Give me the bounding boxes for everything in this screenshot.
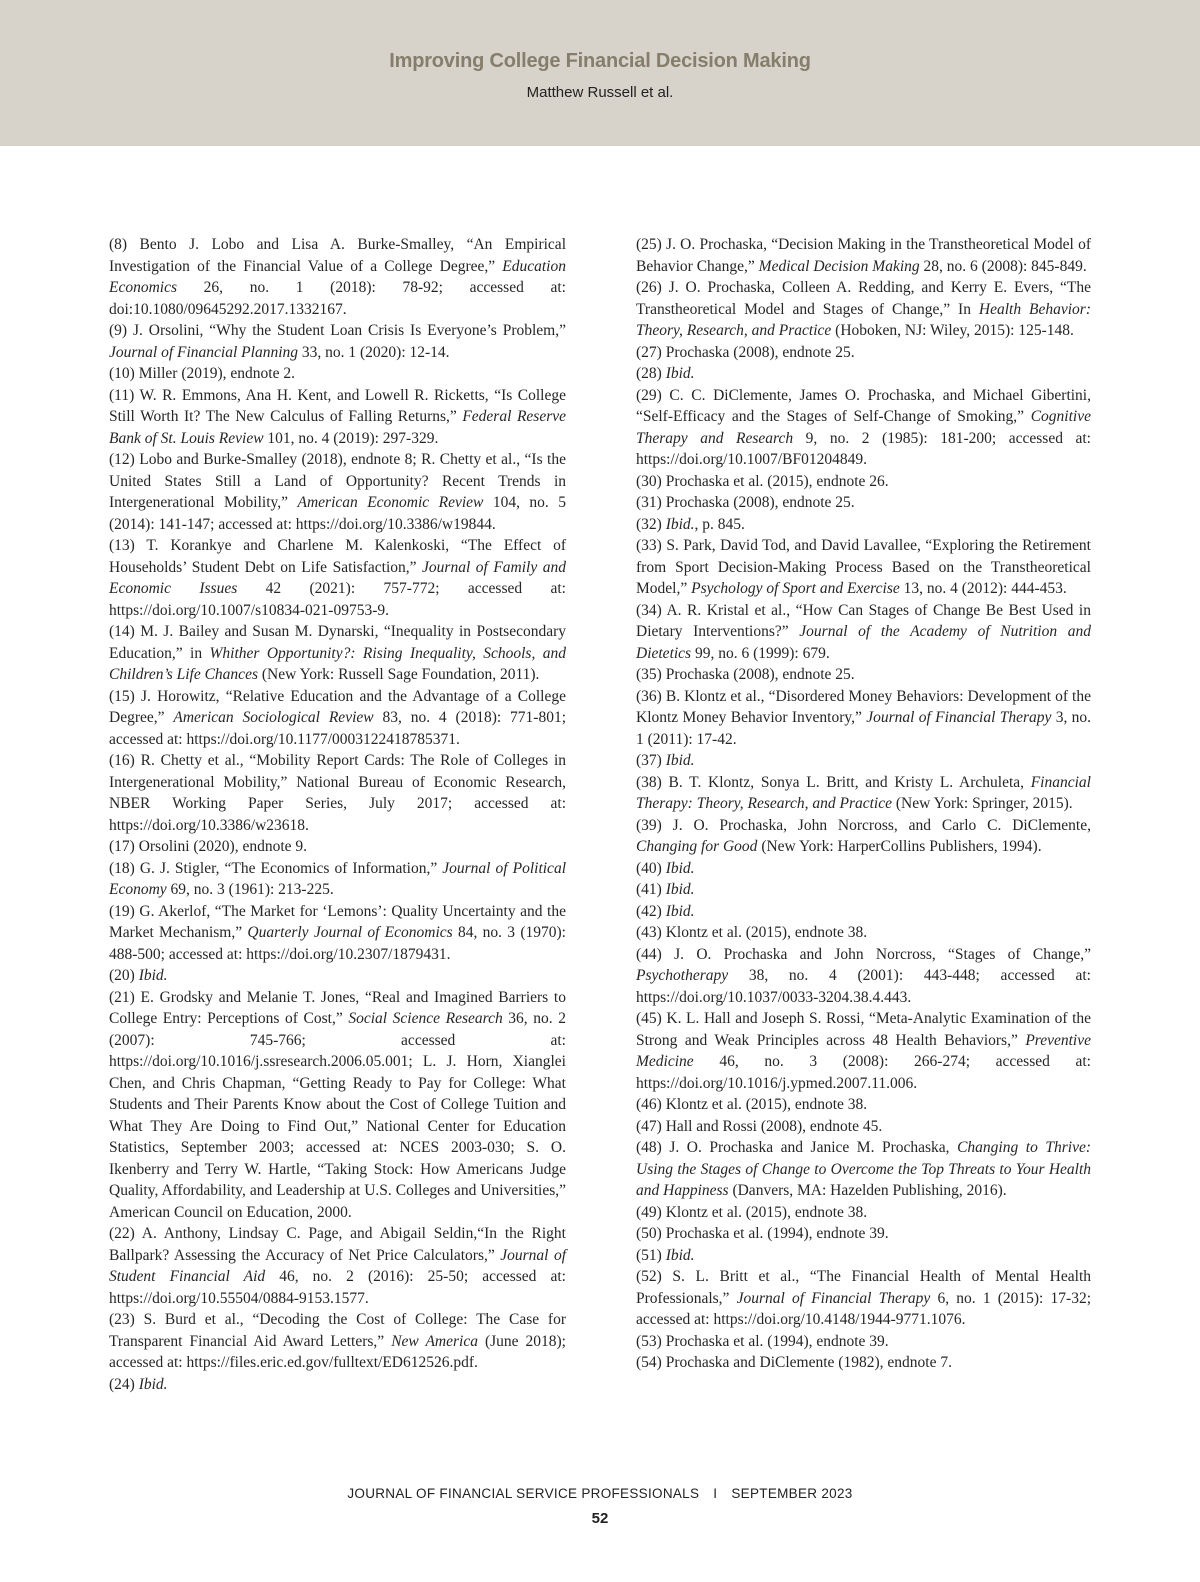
reference-number: (15) xyxy=(109,687,135,705)
reference-italic-text: Psychology of Sport and Exercise xyxy=(691,580,900,597)
reference-italic-text: Journal of Political Economy xyxy=(109,859,566,898)
article-title: Improving College Financial Decision Making xyxy=(389,50,811,72)
reference-text: W. R. Emmons, Ana H. Kent, and Lowell R. Ricketts, “Is College Still Worth It? The New Calculus of Falling Returns,” xyxy=(109,386,566,425)
reference-text: A. R. Kristal et al., “How Can Stages of Change Be Best Used in Dietary Interventions?” xyxy=(636,601,1091,640)
reference-entry xyxy=(636,385,1091,471)
reference-number: (48) xyxy=(636,1139,662,1156)
reference-text: Prochaska (2008), endnote 25. xyxy=(661,343,855,361)
reference-number: (51) xyxy=(636,1246,662,1264)
reference-text: Prochaska et al. (1994), endnote 39. xyxy=(661,1332,889,1350)
reference-number: (18) xyxy=(109,859,135,877)
reference-number: (22) xyxy=(109,1225,135,1242)
reference-entry xyxy=(109,836,566,858)
reference-text: Prochaska et al. (1994), endnote 39. xyxy=(661,1225,889,1242)
reference-entry xyxy=(636,514,1091,536)
reference-number: (50) xyxy=(636,1225,662,1242)
reference-text: (New York: Springer, 2015). xyxy=(891,795,1073,812)
reference-number: (46) xyxy=(636,1096,662,1113)
footer-separator: I xyxy=(713,1486,718,1501)
reference-text: Prochaska and DiClemente (1982), endnote 7. xyxy=(661,1354,952,1371)
issue-date: SEPTEMBER 2023 xyxy=(731,1486,853,1501)
reference-number: (36) xyxy=(636,687,662,705)
reference-number: (27) xyxy=(636,343,662,361)
reference-text: 9, no. 2 (1985): 181-200; accessed at: https://doi.org/10.1007/BF01204849. xyxy=(636,429,1091,468)
reference-italic-text: Psychotherapy xyxy=(636,967,729,984)
reference-text: J. Horowitz, “Relative Education and the Advantage of a College Degree,” xyxy=(109,687,566,726)
reference-text: B. T. Klontz, Sonya L. Britt, and Kristy L. Archuleta, xyxy=(661,773,1031,791)
reference-text: 33, no. 1 (2020): 12-14. xyxy=(298,343,450,361)
journal-name: JOURNAL OF FINANCIAL SERVICE PROFESSIONALS xyxy=(347,1486,700,1501)
reference-italic-text: American Sociological Review xyxy=(173,709,374,726)
reference-number: (52) xyxy=(636,1268,662,1285)
reference-number: (53) xyxy=(636,1332,662,1350)
reference-number: (41) xyxy=(636,881,662,898)
reference-text: (June 2018); accessed at: https://files.eric.ed.gov/fulltext/ED612526.pdf. xyxy=(109,1332,566,1371)
reference-entry xyxy=(636,686,1091,751)
reference-number: (28) xyxy=(636,365,662,382)
reference-entry xyxy=(109,987,566,1224)
reference-text: Prochaska (2008), endnote 25. xyxy=(661,494,855,511)
reference-text: A. Anthony, Lindsay C. Page, and Abigail Seldin,“In the Right Ballpark? Assessing the Accuracy of Net Price Calculators,” xyxy=(109,1225,566,1264)
reference-text: Hall and Rossi (2008), endnote 45. xyxy=(661,1117,883,1135)
running-header xyxy=(0,0,1200,146)
reference-number: (54) xyxy=(636,1354,662,1371)
reference-entry xyxy=(109,363,566,385)
reference-text: 99, no. 6 (1999): 679. xyxy=(691,644,830,662)
reference-number: (25) xyxy=(636,236,662,253)
reference-italic-text: Journal of Financial Therapy xyxy=(736,1289,931,1307)
reference-italic-text: Ibid. xyxy=(138,967,168,984)
reference-entry xyxy=(636,901,1091,923)
reference-number: (32) xyxy=(636,515,662,533)
reference-text: S. Park, David Tod, and David Lavallee, “Exploring the Retirement from Sport Decision-Making Process Based on the Transtheoretical Model,” xyxy=(636,537,1091,597)
reference-number: (9) xyxy=(109,322,128,339)
reference-entry xyxy=(109,234,566,320)
reference-entry xyxy=(636,1223,1091,1245)
reference-number: (17) xyxy=(109,838,135,855)
reference-number: (30) xyxy=(636,472,662,490)
reference-number: (37) xyxy=(636,752,662,769)
reference-entry xyxy=(636,879,1091,901)
reference-text: 46, no. 3 (2008): 266-274; accessed at: https://doi.org/10.1016/j.ypmed.2007.11.006. xyxy=(636,1053,1091,1092)
reference-number: (42) xyxy=(636,902,662,920)
reference-text: 3, no. 1 (2011): 17-42. xyxy=(636,709,1092,748)
reference-number: (38) xyxy=(636,773,662,791)
reference-entry xyxy=(636,1202,1091,1224)
reference-entry xyxy=(109,621,566,686)
reference-entry xyxy=(636,535,1091,600)
reference-text: Klontz et al. (2015), endnote 38. xyxy=(661,1096,868,1113)
reference-number: (21) xyxy=(109,988,135,1006)
references-column-right xyxy=(636,234,1091,1374)
reference-entry xyxy=(109,1309,566,1374)
reference-italic-text: Journal of Financial Planning xyxy=(109,343,298,361)
reference-text: 104, no. 5 (2014): 141-147; accessed at: https://doi.org/10.3386/w19844. xyxy=(109,494,566,533)
reference-text: J. O. Prochaska and John Norcross, “Stages of Change,” xyxy=(661,945,1091,963)
reference-number: (11) xyxy=(109,386,135,404)
reference-text: 28, no. 6 (2008): 845-849. xyxy=(919,257,1087,275)
reference-text: J. O. Prochaska, John Norcross, and Carlo C. DiClemente, xyxy=(661,816,1091,834)
page-number: 52 xyxy=(591,1510,609,1527)
reference-italic-text: Journal of the Academy of Nutrition and Dietetics xyxy=(636,623,1091,662)
reference-text: C. C. DiClemente, James O. Prochaska, and Michael Gibertini, “Self-Efficacy and the Stages of Self-Change of Smoking,” xyxy=(636,386,1091,425)
reference-text: 38, no. 4 (2001): 443-448; accessed at: https://doi.org/10.1037/0033-3204.38.4.443. xyxy=(636,967,1091,1006)
reference-text: Lobo and Burke-Smalley (2018), endnote 8; R. Chetty et al., “Is the United States Still a Land of Opportunity? Recent Trends in Intergenerational Mobility,” xyxy=(109,451,566,511)
reference-italic-text: Ibid. xyxy=(665,1246,695,1264)
reference-entry xyxy=(636,1137,1091,1202)
reference-italic-text: Federal Reserve Bank of St. Louis Review xyxy=(109,408,566,447)
reference-text: Klontz et al. (2015), endnote 38. xyxy=(661,1203,868,1221)
reference-text: G. J. Stigler, “The Economics of Information,” xyxy=(134,859,443,877)
reference-text: 83, no. 4 (2018): 771-801; accessed at: https://doi.org/10.1177/0003122418785371. xyxy=(109,709,566,748)
reference-italic-text: American Economic Review xyxy=(297,494,484,511)
reference-text: J. O. Prochaska, “Decision Making in the Transtheoretical Model of Behavior Change,” xyxy=(636,236,1091,275)
reference-entry xyxy=(636,342,1091,364)
reference-entry xyxy=(636,277,1091,342)
reference-number: (45) xyxy=(636,1010,662,1027)
reference-text: M. J. Bailey and Susan M. Dynarski, “Inequality in Postsecondary Education,” in xyxy=(109,623,566,662)
references-column-left xyxy=(109,234,566,1395)
reference-italic-text: Ibid. xyxy=(665,902,695,920)
reference-entry xyxy=(636,1331,1091,1353)
reference-entry xyxy=(636,1352,1091,1374)
reference-entry xyxy=(636,1266,1091,1331)
reference-number: (43) xyxy=(636,924,662,941)
reference-text: J. Orsolini, “Why the Student Loan Crisis Is Everyone’s Problem,” xyxy=(127,322,566,339)
reference-entry xyxy=(109,320,566,363)
reference-entry xyxy=(636,234,1091,277)
reference-text: Klontz et al. (2015), endnote 38. xyxy=(661,924,868,941)
reference-text: G. Akerlof, “The Market for ‘Lemons’: Quality Uncertainty and the Market Mechanism,” xyxy=(109,902,566,941)
reference-italic-text: Education Economics xyxy=(109,257,566,296)
reference-italic-text: Quarterly Journal of Economics xyxy=(247,924,453,941)
reference-italic-text: Ibid. xyxy=(665,515,695,533)
reference-text: R. Chetty et al., “Mobility Report Cards: The Role of Colleges in Intergenerational Mobility,” National Bureau of Economic Research, NBER Working Paper Series, July 2017; accessed at: https://doi.org/10.3386/w23618. xyxy=(109,752,566,834)
reference-italic-text: Journal of Family and Economic Issues xyxy=(109,558,566,597)
reference-entry xyxy=(109,535,566,621)
reference-text: (Hoboken, NJ: Wiley, 2015): 125-148. xyxy=(831,322,1074,339)
reference-number: (47) xyxy=(636,1117,662,1135)
reference-text: 101, no. 4 (2019): 297-329. xyxy=(263,429,439,447)
reference-text: 6, no. 1 (2015): 17-32; accessed at: https://doi.org/10.4148/1944-9771.1076. xyxy=(636,1289,1092,1328)
reference-number: (16) xyxy=(109,752,135,769)
reference-text: Bento J. Lobo and Lisa A. Burke-Smalley, “An Empirical Investigation of the Financial Value of a College Degree,” xyxy=(109,236,566,275)
reference-text: Miller (2019), endnote 2. xyxy=(134,365,295,382)
reference-number: (10) xyxy=(109,365,135,382)
reference-number: (31) xyxy=(636,494,662,511)
reference-text: T. Korankye and Charlene M. Kalenkoski, “The Effect of Households’ Student Debt on Life Satisfaction,” xyxy=(109,537,566,576)
reference-italic-text: Cognitive Therapy and Research xyxy=(636,408,1091,447)
reference-italic-text: Changing to Thrive: Using the Stages of Change to Overcome the Top Threats to Your Health and Happiness xyxy=(636,1139,1091,1199)
reference-entry xyxy=(109,750,566,836)
reference-entry xyxy=(636,750,1091,772)
reference-italic-text: Financial Therapy: Theory, Research, and Practice xyxy=(636,773,1091,812)
reference-entry xyxy=(636,922,1091,944)
reference-text: 84, no. 3 (1970): 488-500; accessed at: https://doi.org/10.2307/1879431. xyxy=(109,924,566,963)
reference-italic-text: Journal of Student Financial Aid xyxy=(109,1246,566,1285)
reference-entry xyxy=(636,1094,1091,1116)
reference-entry xyxy=(109,449,566,535)
reference-entry xyxy=(109,686,566,751)
reference-entry xyxy=(109,901,566,966)
reference-italic-text: Changing for Good xyxy=(636,838,758,855)
reference-number: (20) xyxy=(109,967,135,984)
reference-entry xyxy=(636,858,1091,880)
reference-text: S. Burd et al., “Decoding the Cost of College: The Case for Transparent Financial Aid Award Letters,” xyxy=(109,1311,566,1350)
reference-text: B. Klontz et al., “Disordered Money Behaviors: Development of the Klontz Money Behavior Inventory,” xyxy=(636,687,1091,726)
reference-text: Prochaska et al. (2015), endnote 26. xyxy=(661,472,889,490)
reference-text: S. L. Britt et al., “The Financial Health of Mental Health Professionals,” xyxy=(636,1268,1091,1307)
reference-text: Prochaska (2008), endnote 25. xyxy=(661,666,855,683)
page-footer xyxy=(0,1486,1200,1501)
reference-italic-text: Whither Opportunity?: Rising Inequality, Schools, and Children’s Life Chances xyxy=(109,644,566,683)
reference-text: (New York: HarperCollins Publishers, 1994). xyxy=(757,838,1042,855)
reference-entry xyxy=(636,471,1091,493)
reference-number: (49) xyxy=(636,1203,662,1221)
reference-number: (44) xyxy=(636,945,662,963)
reference-entry xyxy=(109,385,566,450)
reference-number: (29) xyxy=(636,386,662,404)
reference-number: (39) xyxy=(636,816,662,834)
reference-entry xyxy=(636,363,1091,385)
reference-text: , p. 845. xyxy=(694,515,745,533)
reference-text: 36, no. 2 (2007): 745-766; accessed at: https://doi.org/10.1016/j.ssresearch.2006.05.001; L. J. Horn, Xianglei Chen, and Chris Chapman, “Getting Ready to Pay for College: What Students and Their Parents Know about the Cost of College Tuition and What They Are Doing to Find Out,” National Center for Education Statistics, September 2003; accessed at: NCES 2003-030; S. O. Ikenberry and Terry W. Hartle, “Taking Stock: How Americans Judge Quality, Affordability, and Leadership at U.S. Colleges and Universities,” American Council on Education, 2000. xyxy=(109,1010,566,1221)
article-authors: Matthew Russell et al. xyxy=(526,84,674,101)
reference-number: (13) xyxy=(109,537,135,554)
reference-text: (Danvers, MA: Hazelden Publishing, 2016). xyxy=(728,1182,1007,1199)
reference-text: K. L. Hall and Joseph S. Rossi, “Meta-Analytic Examination of the Strong and Weak Principles across 48 Health Behaviors,” xyxy=(636,1010,1091,1049)
reference-number: (34) xyxy=(636,601,662,619)
reference-entry xyxy=(636,772,1091,815)
reference-text: (New York: Russell Sage Foundation, 2011). xyxy=(257,666,540,683)
reference-italic-text: Ibid. xyxy=(665,881,695,898)
reference-italic-text: Social Science Research xyxy=(348,1010,503,1027)
reference-entry xyxy=(109,965,566,987)
reference-entry xyxy=(636,1245,1091,1267)
reference-italic-text: Ibid. xyxy=(665,365,695,382)
reference-number: (40) xyxy=(636,859,662,877)
reference-number: (12) xyxy=(109,451,135,468)
reference-text: J. O. Prochaska, Colleen A. Redding, and Kerry E. Evers, “The Transtheoretical Model and Stages of Change,” In xyxy=(636,279,1091,318)
reference-entry xyxy=(636,815,1091,858)
reference-italic-text: Health Behavior: Theory, Research, and Practice xyxy=(636,300,1091,339)
reference-text: J. O. Prochaska and Janice M. Prochaska, xyxy=(661,1139,958,1156)
reference-number: (23) xyxy=(109,1311,135,1328)
reference-number: (33) xyxy=(636,537,662,554)
reference-text: 26, no. 1 (2018): 78-92; accessed at: doi:10.1080/09645292.2017.1332167. xyxy=(109,279,566,318)
reference-entry xyxy=(109,1223,566,1309)
reference-entry xyxy=(636,944,1091,1009)
reference-number: (14) xyxy=(109,623,135,640)
reference-italic-text: Medical Decision Making xyxy=(758,257,920,275)
reference-text: 13, no. 4 (2012): 444-453. xyxy=(899,580,1067,597)
reference-number: (24) xyxy=(109,1375,135,1393)
reference-text: 46, no. 2 (2016): 25-50; accessed at: https://doi.org/10.55504/0884-9153.1577. xyxy=(109,1268,566,1307)
reference-number: (35) xyxy=(636,666,662,683)
reference-text: Orsolini (2020), endnote 9. xyxy=(134,838,308,855)
reference-number: (8) xyxy=(109,236,128,253)
reference-italic-text: Ibid. xyxy=(138,1375,168,1393)
reference-entry xyxy=(636,492,1091,514)
reference-italic-text: Journal of Financial Therapy xyxy=(866,709,1052,726)
reference-number: (19) xyxy=(109,902,135,920)
reference-text: 42 (2021): 757-772; accessed at: https://doi.org/10.1007/s10834-021-09753-9. xyxy=(109,580,566,619)
reference-entry xyxy=(636,600,1091,665)
reference-italic-text: New America xyxy=(391,1332,478,1350)
reference-italic-text: Ibid. xyxy=(665,859,695,877)
reference-italic-text: Preventive Medicine xyxy=(636,1031,1091,1070)
reference-number: (26) xyxy=(636,279,662,296)
reference-entry xyxy=(636,1116,1091,1138)
reference-italic-text: Ibid. xyxy=(665,752,695,769)
reference-entry xyxy=(636,664,1091,686)
reference-text: E. Grodsky and Melanie T. Jones, “Real and Imagined Barriers to College Entry: Perceptions of Cost,” xyxy=(109,988,566,1027)
reference-text: 69, no. 3 (1961): 213-225. xyxy=(166,881,334,898)
reference-entry xyxy=(109,1374,566,1396)
reference-entry xyxy=(636,1008,1091,1094)
reference-entry xyxy=(109,858,566,901)
